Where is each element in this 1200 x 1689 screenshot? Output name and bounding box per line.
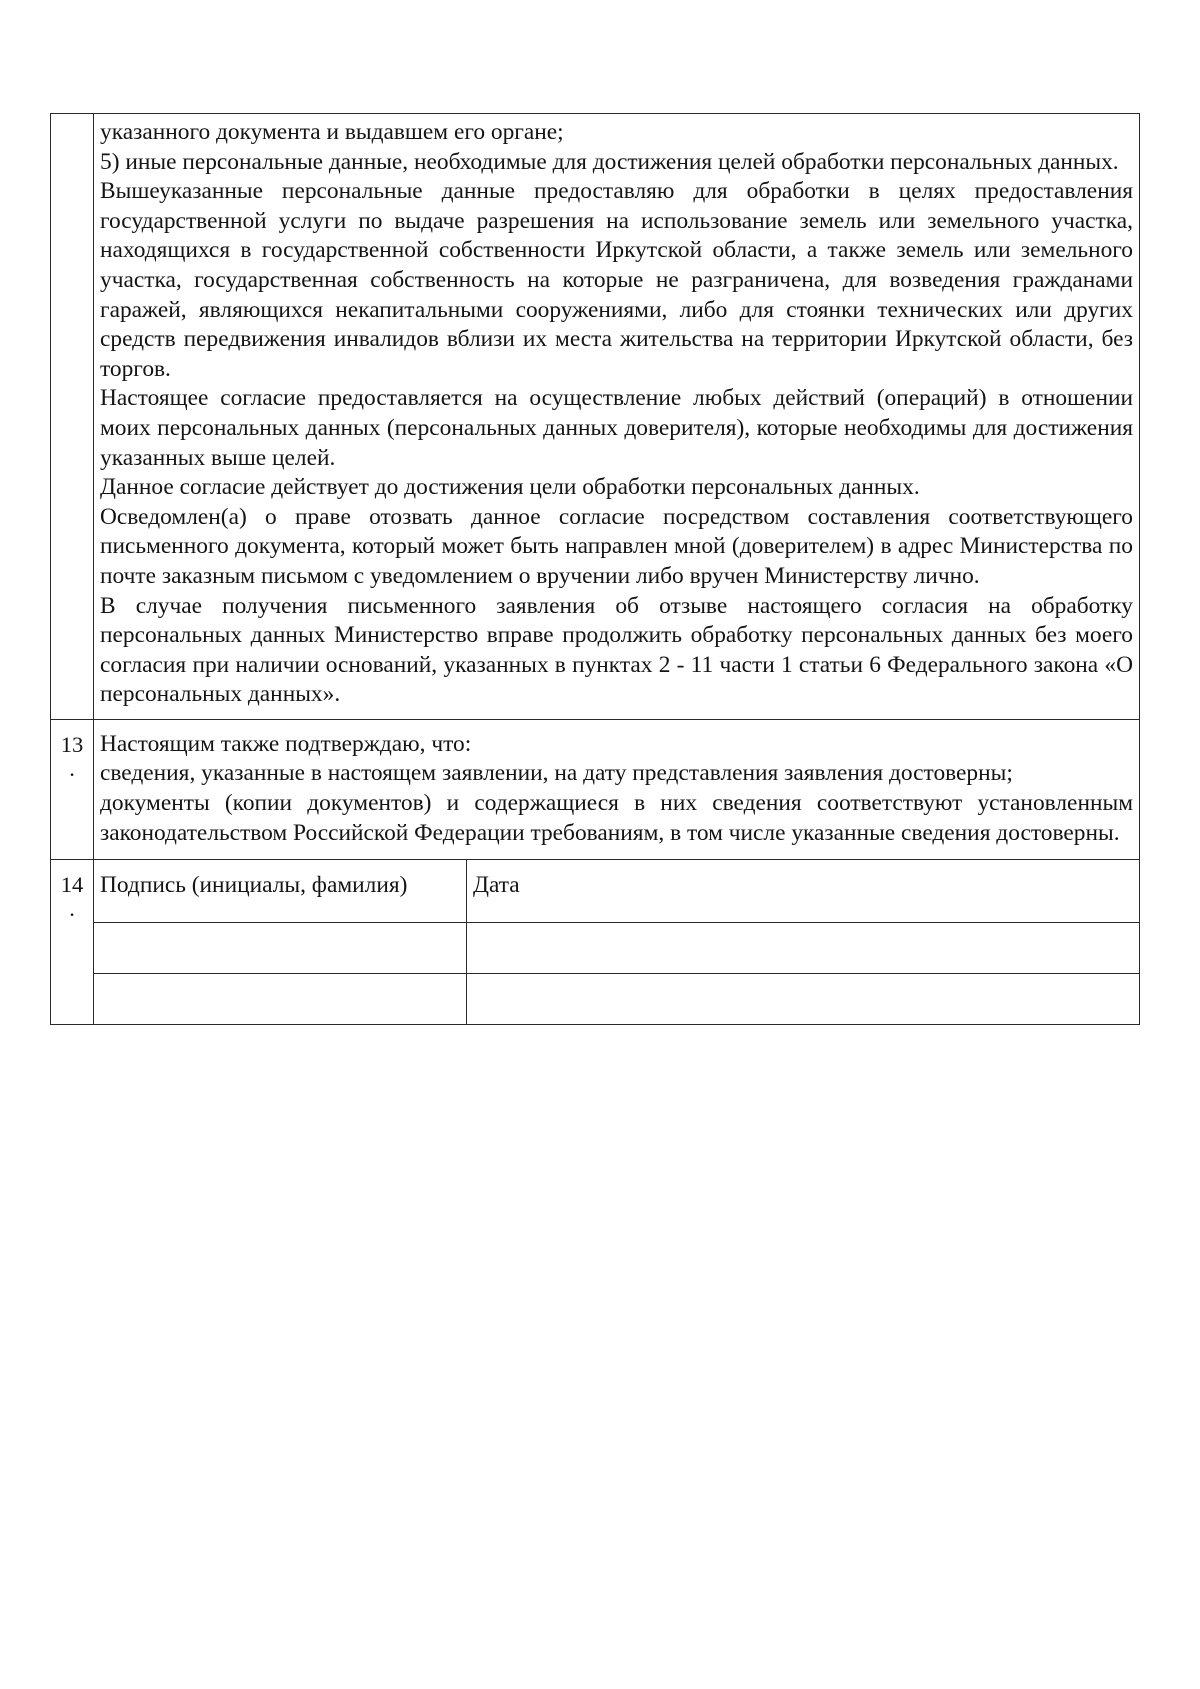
row-number: 14 bbox=[60, 872, 84, 898]
row-number-13 bbox=[51, 719, 94, 859]
confirmation-paragraph: документы (копии документов) и содержащиеся в них сведения соответствуют установленным законодательством Российской Федерации требованиям, в том числе указанные сведения достоверны. bbox=[100, 790, 1133, 846]
consent-paragraph: Вышеуказанные персональные данные предоставляю для обработки в целях предоставления государственной услуги по выдаче разрешения на использование земель или земельного участка, находящихся в государственной собственности Иркутской области, а также земель или земельного участка, государственная собственность на которые не разграничена, для возведения гражданами гаражей, являющихся некапитальными сооружениями, либо для стоянки технических или других средств передвижения инвалидов вблизи их места жительства на территории Иркутской области, без торгов. bbox=[100, 178, 1133, 382]
consent-paragraph: Осведомлен(а) о праве отозвать данное согласие посредством составления соответствующего письменного документа, который может быть направлен мной (доверителем) в адрес Министерства по почте заказным письмом с уведомлением о вручении либо вручен Министерству лично. bbox=[100, 503, 1133, 589]
application-form-table bbox=[50, 113, 1140, 1025]
consent-paragraph: указанного документа и выдавшем его органе; bbox=[100, 119, 564, 145]
consent-row bbox=[51, 114, 1140, 720]
consent-row-number-cell bbox=[51, 114, 94, 720]
confirmation-text-cell bbox=[94, 719, 1140, 859]
signature-header-row bbox=[51, 860, 1140, 923]
confirmation-row bbox=[51, 719, 1140, 859]
consent-paragraph: Настоящее согласие предоставляется на осуществление любых действий (операций) в отношении моих персональных данных (персональных данных доверителя), которые необходимы для достижения указанных выше целей. bbox=[100, 385, 1133, 471]
consent-paragraph: В случае получения письменного заявления об отзыве настоящего согласия на обработку персональных данных Министерство вправе продолжить обработку персональных данных без моего согласия при наличии оснований, указанных в пунктах 2 - 11 части 1 статьи 6 Федерального закона «О персональных данных». bbox=[100, 592, 1133, 708]
signature-label: Подпись (инициалы, фамилия) bbox=[94, 860, 467, 923]
row-number-dot: . bbox=[69, 755, 75, 781]
confirmation-paragraph: Настоящим также подтверждаю, что: bbox=[100, 730, 472, 757]
row-number-14 bbox=[51, 860, 94, 1025]
date-label: Дата bbox=[467, 860, 1140, 923]
row-number-dot: . bbox=[69, 896, 75, 922]
signature-field[interactable] bbox=[94, 923, 467, 974]
row-number: 13 bbox=[60, 731, 84, 757]
signature-entry-row bbox=[51, 923, 1140, 974]
date-field[interactable] bbox=[467, 923, 1140, 974]
signature-field[interactable] bbox=[94, 974, 467, 1025]
consent-paragraph: 5) иные персональные данные, необходимые для достижения целей обработки персональных данных. bbox=[100, 148, 1119, 175]
signature-entry-row bbox=[51, 974, 1140, 1025]
confirmation-paragraph: сведения, указанные в настоящем заявлении, на дату представления заявления достоверны; bbox=[100, 760, 1013, 787]
consent-paragraph: Данное согласие действует до достижения цели обработки персональных данных. bbox=[100, 474, 920, 501]
consent-text-cell bbox=[94, 114, 1140, 720]
date-field[interactable] bbox=[467, 974, 1140, 1025]
